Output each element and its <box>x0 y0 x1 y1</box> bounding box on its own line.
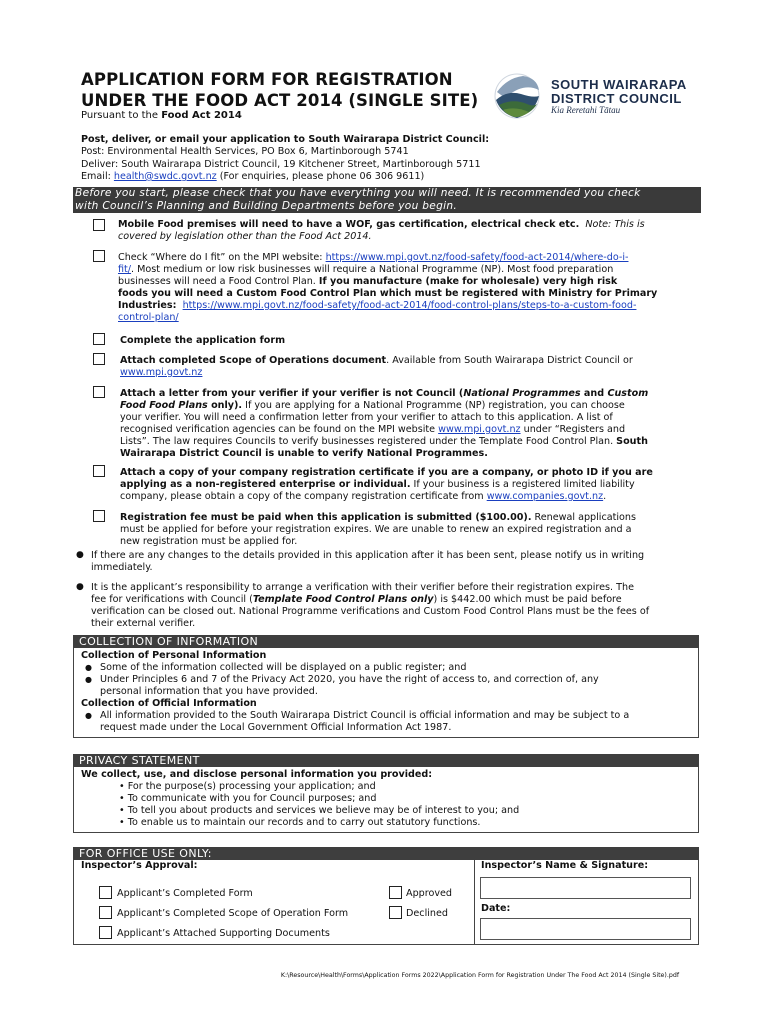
subtitle <box>81 110 242 121</box>
approved-label: Approved <box>406 888 453 899</box>
item4-bold: Attach completed Scope of Operations document <box>120 355 387 366</box>
inspector-name-field[interactable] <box>480 877 691 899</box>
item5-line-5: Lists”. The law requires Councils to verify businesses registered under the Template Food Control Plan. <box>120 436 617 447</box>
item6-bold-1: Attach a copy of your company registration certificate if you are a company, or photo ID if you are <box>120 467 653 478</box>
collection-heading: COLLECTION OF INFORMATION <box>73 635 699 648</box>
item5-line-3: your verifier. You will need a confirmation letter from your verifier to attach to this application. A list of <box>120 412 613 423</box>
collection-bullet-3: ● <box>85 711 92 720</box>
mpi-registers-link[interactable]: www.mpi.govt.nz <box>438 424 521 435</box>
privacy-item-1-text: For the purpose(s) processing your application; and <box>127 781 376 792</box>
date-field[interactable] <box>480 918 691 940</box>
item4-rest: . Available from South Wairarapa District Council or <box>386 355 633 366</box>
post-address: Post: Environmental Health Services, PO Box 6, Martinborough 5741 <box>81 146 409 158</box>
item7-line-2: must be applied for before your registration expires. We are unable to renew an expired registration and a <box>120 524 632 535</box>
privacy-item-4-text: To enable us to maintain our records and to carry out statutory functions. <box>127 817 481 828</box>
item2-text-c: businesses will need a Food Control Plan. <box>118 276 319 287</box>
bullet-changes-notice <box>91 550 698 574</box>
title-line-2: UNDER THE FOOD ACT 2014 (SINGLE SITE) <box>81 91 479 110</box>
mpi-custom-fcp-link[interactable]: https://www.mpi.govt.nz/food-safety/food-act-2014/food-control-plans/steps-to-a-custom-food- <box>182 300 637 311</box>
submission-details <box>81 134 701 183</box>
checkbox-registration-fee[interactable] <box>93 510 105 522</box>
subtitle-prefix: Pursuant to the <box>81 110 162 121</box>
checkbox-scope-form[interactable] <box>99 906 112 919</box>
collection-point-2-line-1: Under Principles 6 and 7 of the Privacy Act 2020, you have the right of access to, and correction of, any <box>100 674 599 685</box>
declined-label: Declined <box>406 908 448 919</box>
mpi-website-link[interactable]: www.mpi.govt.nz <box>120 367 203 378</box>
collection-bullet-2: ● <box>85 675 92 684</box>
checklist-item-complete-form <box>120 335 700 347</box>
item7-line-3: new registration must be applied for. <box>120 536 298 547</box>
logo-tagline: Kia Reretahi Tātau <box>551 105 621 115</box>
checkbox-company-registration[interactable] <box>93 465 105 477</box>
checkbox-where-do-i-fit[interactable] <box>93 250 105 262</box>
checkbox-supporting-documents[interactable] <box>99 926 112 939</box>
bullet2-line-2a: fee for verifications with Council ( <box>91 594 253 605</box>
mpi-custom-fcp-link-end[interactable]: control-plan/ <box>118 312 179 323</box>
checkbox-scope-of-operations[interactable] <box>93 353 105 365</box>
privacy-heading: PRIVACY STATEMENT <box>73 754 699 767</box>
checkbox-mobile-food[interactable] <box>93 219 105 231</box>
item2-bold-e: Industries: <box>118 300 177 311</box>
office-divider <box>474 860 475 945</box>
date-label-text: Date: <box>481 903 511 914</box>
item6-end: . <box>603 491 607 502</box>
collection-point-1: Some of the information collected will be displayed on a public register; and <box>100 662 467 673</box>
privacy-item-1: • For the purpose(s) processing your application; and <box>119 781 376 792</box>
inspector-approval-text: Inspector’s Approval: <box>81 860 198 871</box>
date-label <box>481 903 510 915</box>
item5-and: and <box>580 388 608 399</box>
item5-line-4b: under “Registers and <box>520 424 626 435</box>
checkbox-declined[interactable] <box>389 906 402 919</box>
privacy-body <box>81 769 693 829</box>
item2-text-a: Check “Where do I fit” on the MPI website: <box>118 252 326 263</box>
email-label: Email: <box>81 170 114 182</box>
item5-line-4a: recognised verification agencies can be found on the MPI website <box>120 424 439 435</box>
item5-rest-2: If you are applying for a National Programme (NP) registration, you can choose <box>242 400 625 411</box>
companies-office-link[interactable]: www.companies.govt.nz <box>486 491 604 502</box>
mpi-where-do-i-fit-link-end[interactable]: fit/ <box>118 264 132 275</box>
privacy-lead: We collect, use, and disclose personal information you provided: <box>81 769 433 780</box>
inspector-approval-label <box>81 860 198 872</box>
submission-heading: Post, deliver, or email your application to South Wairarapa District Council: <box>81 134 490 145</box>
collection-point-3-line-1: All information provided to the South Wairarapa District Council is official information and may be subject to a <box>100 710 630 721</box>
bullet2-line-2b: ) is $442.00 which must be paid before <box>433 594 622 605</box>
checkbox-approved[interactable] <box>389 886 402 899</box>
checklist-item-company-registration <box>120 467 698 503</box>
bullet2-line-3: verification can be closed out. National Programme verifications and Custom Food Control Plans must be the fees of <box>91 606 650 617</box>
item7-bold-1: Registration fee must be paid when this application is submitted ($100.00). <box>120 512 532 523</box>
collection-personal-heading: Collection of Personal Information <box>81 650 267 661</box>
inspector-name-text: Inspector’s Name & Signature: <box>481 860 649 871</box>
bullet-dot-1: ● <box>76 550 84 560</box>
inspector-name-label <box>481 860 648 872</box>
checklist-item-scope-of-operations <box>120 355 698 379</box>
privacy-item-2-text: To communicate with you for Council purposes; and <box>127 793 377 804</box>
collection-bullet-1: ● <box>85 663 92 672</box>
scope-form-label: Applicant’s Completed Scope of Operation Form <box>117 908 349 919</box>
item1-note-2: covered by legislation other than the Food Act 2014. <box>118 231 372 242</box>
title-line-1: APPLICATION FORM FOR REGISTRATION <box>81 70 453 89</box>
collection-official-heading: Collection of Official Information <box>81 698 257 709</box>
logo-text-line-1: SOUTH WAIRARAPA <box>551 77 687 92</box>
bullet2-line-4: their external verifier. <box>91 618 196 629</box>
checklist-item-mobile-food <box>118 219 698 243</box>
item2-text-b: . Most medium or low risk businesses will require a National Programme (NP). Most food preparation <box>131 264 614 275</box>
subtitle-act: Food Act 2014 <box>161 110 242 121</box>
item6-bold-2: applying as a non-registered enterprise or individual. <box>120 479 411 490</box>
item2-bold-d: foods you will need a Custom Food Control Plan which must be registered with Ministry for Primary <box>118 288 658 299</box>
bullet2-bold-italic: Template Food Control Plans only <box>252 594 434 605</box>
item3-text: Complete the application form <box>120 335 286 346</box>
email-line <box>81 171 701 183</box>
bullet1-line-1: If there are any changes to the details provided in this application after it has been sent, please notify us in writing <box>91 550 645 561</box>
email-link[interactable]: health@swdc.govt.nz <box>113 170 217 182</box>
council-logo-icon <box>493 72 553 122</box>
item2-bold-c: If you manufacture (make for wholesale) very high risk <box>318 276 618 287</box>
privacy-item-3-text: To tell you about products and services we believe may be of interest to you; and <box>127 805 520 816</box>
checkbox-complete-form[interactable] <box>93 333 105 345</box>
privacy-item-2: • To communicate with you for Council purposes; and <box>119 793 377 804</box>
deliver-address: Deliver: South Wairarapa District Council, 19 Kitchener Street, Martinborough 5711 <box>81 158 481 170</box>
item5-bold-6: Wairarapa District Council is unable to verify National Programmes. <box>120 448 488 459</box>
checklist-item-where-do-i-fit <box>118 252 698 324</box>
privacy-item-4: • To enable us to maintain our records and to carry out statutory functions. <box>119 817 481 828</box>
bullet1-line-2: immediately. <box>91 562 153 573</box>
banner-line-2: with Council’s Planning and Building Departments before you begin. <box>75 200 458 212</box>
item7-rest-1: Renewal applications <box>531 512 636 523</box>
applicant-form-label: Applicant’s Completed Form <box>117 888 253 899</box>
collection-point-3-line-2: request made under the Local Government Official Information Act 1987. <box>100 722 452 733</box>
item5-bold-2: only). <box>207 400 243 411</box>
email-suffix: (For enquiries, please phone 06 306 9611) <box>216 170 425 182</box>
bullet2-line-1: It is the applicant’s responsibility to arrange a verification with their verifier before their registration expires. The <box>91 582 634 593</box>
item1-note: Note: This is <box>585 219 645 230</box>
collection-point-2-line-2: personal information that you have provided. <box>100 686 318 697</box>
checkbox-verifier-letter[interactable] <box>93 386 105 398</box>
item5-bold-1: Attach a letter from your verifier if your verifier is not Council ( <box>120 388 464 399</box>
item5-bold-5: South <box>616 436 648 447</box>
before-you-start-banner <box>73 187 701 213</box>
checklist-item-verifier-letter <box>120 388 698 460</box>
logo-text-line-2: DISTRICT COUNCIL <box>551 91 682 106</box>
checkbox-applicant-form[interactable] <box>99 886 112 899</box>
mpi-where-do-i-fit-link[interactable]: https://www.mpi.govt.nz/food-safety/food-act-2014/where-do-i- <box>325 252 629 263</box>
privacy-item-3: • To tell you about products and services we believe may be of interest to you; and <box>119 805 520 816</box>
item5-bold-italic-3: Food Food Plans <box>120 400 208 411</box>
bullet-verification-responsibility <box>91 582 698 630</box>
collection-body <box>81 650 693 734</box>
supporting-documents-label: Applicant’s Attached Supporting Documents <box>117 928 330 939</box>
item5-bold-italic-2: Custom <box>607 388 649 399</box>
banner-line-1: Before you start, please check that you have everything you will need. It is recommended you check <box>75 187 641 199</box>
bullet-dot-2: ● <box>76 582 84 592</box>
checklist-item-registration-fee <box>120 512 698 548</box>
file-path-footer: K:\Resource\Health\Forms\Application Forms 2022\Application Form for Registration Under The Food Act 2014 (Single Site).pdf <box>280 972 680 979</box>
item1-bold: Mobile Food premises will need to have a WOF, gas certification, electrical check etc. <box>118 219 580 230</box>
item6-line-3: company, please obtain a copy of the company registration certificate from <box>120 491 487 502</box>
item6-rest-2: If your business is a registered limited liability <box>410 479 635 490</box>
page-title <box>81 69 481 111</box>
item5-bold-italic-1: National Programmes <box>463 388 581 399</box>
office-heading: FOR OFFICE USE ONLY: <box>73 847 699 860</box>
